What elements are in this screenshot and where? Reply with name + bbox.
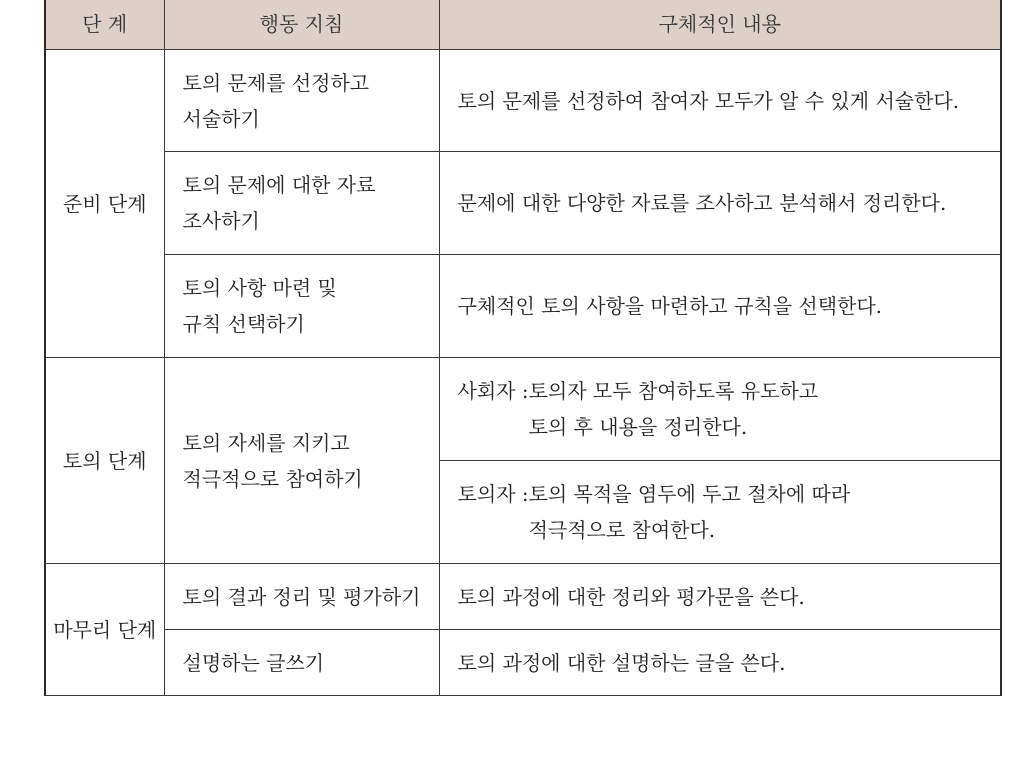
guideline-cell — [164, 50, 439, 152]
discussion-stages-table — [44, 0, 1002, 696]
table-header-row — [45, 0, 1001, 50]
guideline-line: 토의 문제를 선정하고 — [182, 70, 370, 95]
details-cell: 문제에 대한 다양한 자료를 조사하고 분석해서 정리한다. — [439, 152, 1001, 255]
header-details: 구체적인 내용 — [439, 0, 1001, 50]
table-row — [45, 50, 1001, 152]
table-row — [45, 630, 1001, 696]
role-label-participant: 토의자 : — [457, 482, 529, 506]
header-stage: 단 계 — [45, 0, 164, 50]
role-text-line: 토의자 모두 참여하도록 유도하고 — [528, 379, 819, 403]
details-cell: 토의 과정에 대한 정리와 평가문을 쓴다. — [439, 564, 1001, 630]
guideline-line: 적극적으로 참여하기 — [182, 466, 363, 491]
guideline-cell — [164, 152, 439, 255]
guideline-line: 서술하기 — [182, 106, 260, 131]
role-text-line: 토의 목적을 염두에 두고 절차에 따라 — [528, 482, 851, 506]
details-cell: 구체적인 토의 사항을 마련하고 규칙을 선택한다. — [439, 255, 1001, 358]
stage-finish: 마무리 단계 — [45, 564, 164, 696]
details-cell-moderator — [439, 358, 1001, 461]
guideline-cell: 토의 결과 정리 및 평가하기 — [164, 564, 439, 630]
role-text-line: 적극적으로 참여한다. — [528, 518, 716, 542]
stage-prepare: 준비 단계 — [45, 50, 164, 358]
table-row — [45, 564, 1001, 630]
role-label-moderator: 사회자 : — [457, 379, 529, 403]
guideline-line: 규칙 선택하기 — [182, 312, 305, 336]
details-cell-participant — [439, 461, 1001, 564]
guideline-line: 조사하기 — [182, 209, 260, 233]
guideline-line: 토의 사항 마련 및 — [182, 276, 337, 300]
guideline-line: 토의 자세를 지키고 — [182, 430, 350, 455]
guideline-line: 토의 문제에 대한 자료 — [182, 173, 376, 197]
role-text-line: 토의 후 내용을 정리한다. — [528, 415, 748, 439]
guideline-cell — [164, 255, 439, 358]
table-row — [45, 358, 1001, 461]
details-cell: 토의 문제를 선정하여 참여자 모두가 알 수 있게 서술한다. — [439, 50, 1001, 152]
guideline-cell — [164, 358, 439, 564]
participant-line — [458, 476, 991, 548]
table-row — [45, 152, 1001, 255]
stage-discuss: 토의 단계 — [45, 358, 164, 564]
table-row — [45, 255, 1001, 358]
details-cell: 토의 과정에 대한 설명하는 글을 쓴다. — [439, 630, 1001, 696]
moderator-line — [458, 373, 991, 445]
guideline-cell: 설명하는 글쓰기 — [164, 630, 439, 696]
header-guideline: 행동 지침 — [164, 0, 439, 50]
